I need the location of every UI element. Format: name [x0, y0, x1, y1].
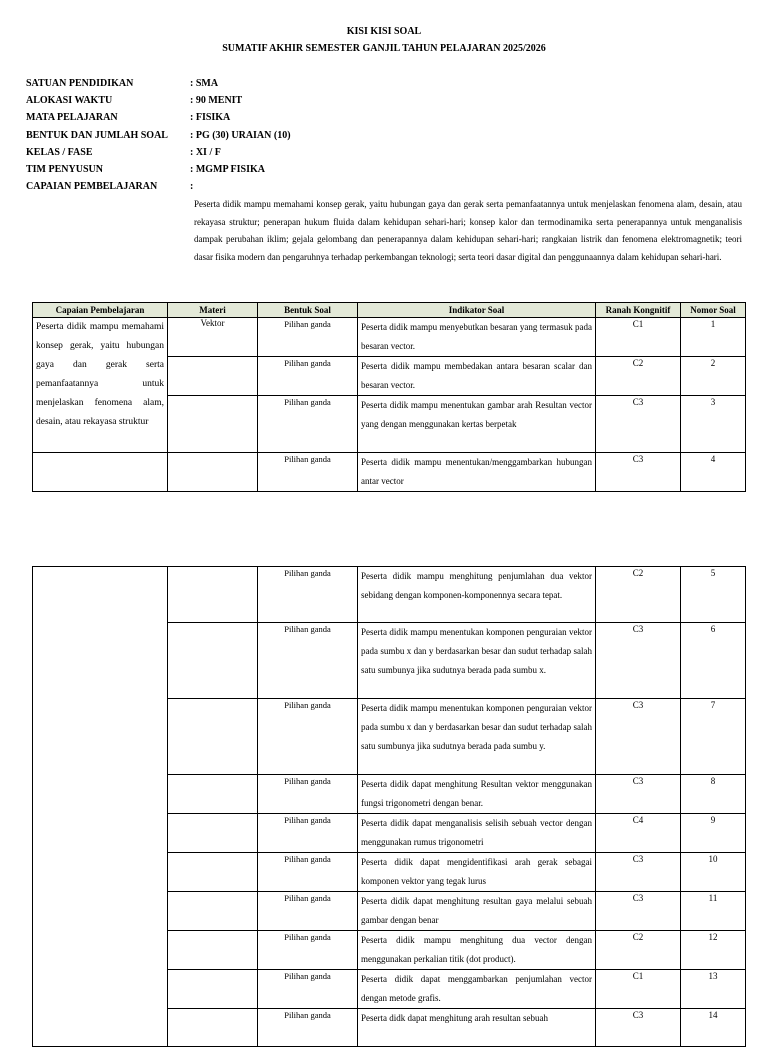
- indikator-cell: Peserta didik mampu membedakan antara besaran scalar dan besaran vector.: [358, 357, 596, 396]
- nomor-cell: 12: [681, 931, 746, 970]
- meta-row: [26, 129, 746, 146]
- nomor-cell: 13: [681, 970, 746, 1009]
- indikator-cell: Peserta didik mampu menghitung penjumlahan dua vektor sebidang dengan komponen-komponennya secara tepat.: [358, 567, 596, 623]
- meta-value: : SMA: [190, 78, 219, 89]
- meta-row: [26, 180, 746, 197]
- meta-row: [26, 77, 746, 94]
- ranah-cell: C3: [596, 1009, 681, 1047]
- table-row: [33, 453, 746, 492]
- indikator-cell: Peserta didik mampu menentukan gambar arah Resultan vector yang dengan menggunakan kertas berpetak: [358, 396, 596, 453]
- bentuk-cell: Pilihan ganda: [258, 853, 358, 892]
- bentuk-cell: Pilihan ganda: [258, 567, 358, 623]
- meta-label: TIM PENYUSUN: [26, 163, 103, 175]
- materi-cell: [168, 892, 258, 931]
- meta-row: [26, 146, 746, 163]
- nomor-cell: 5: [681, 567, 746, 623]
- ranah-cell: C4: [596, 814, 681, 853]
- header-ranah: Ranah Kongnitif: [596, 303, 681, 318]
- bentuk-cell: Pilihan ganda: [258, 931, 358, 970]
- meta-block: [26, 77, 746, 197]
- ranah-cell: C3: [596, 892, 681, 931]
- bentuk-cell: Pilihan ganda: [258, 318, 358, 357]
- meta-label: SATUAN PENDIDIKAN: [26, 78, 134, 89]
- nomor-cell: 8: [681, 775, 746, 814]
- meta-row: [26, 111, 746, 128]
- ranah-cell: C1: [596, 970, 681, 1009]
- bentuk-cell: Pilihan ganda: [258, 396, 358, 453]
- nomor-cell: 6: [681, 623, 746, 699]
- meta-label: CAPAIAN PEMBELAJARAN: [26, 181, 158, 193]
- table-row: [33, 567, 746, 623]
- materi-cell: [168, 853, 258, 892]
- meta-value: : 90 MENIT: [190, 95, 243, 107]
- bentuk-cell: Pilihan ganda: [258, 357, 358, 396]
- bentuk-cell: Pilihan ganda: [258, 814, 358, 853]
- bentuk-cell: Pilihan ganda: [258, 775, 358, 814]
- ranah-cell: C2: [596, 357, 681, 396]
- capaian-cell: [33, 453, 168, 492]
- indikator-cell: Peserta didk dapat menghitung arah resultan sebuah: [358, 1009, 596, 1047]
- nomor-cell: 1: [681, 318, 746, 357]
- indikator-cell: Peserta didik dapat menggambarkan penjumlahan vector dengan metode grafis.: [358, 970, 596, 1009]
- meta-value: :: [190, 181, 194, 193]
- ranah-cell: C2: [596, 931, 681, 970]
- indikator-cell: Peserta didik mampu menentukan/menggambarkan hubungan antar vector: [358, 453, 596, 492]
- materi-cell: [168, 1009, 258, 1047]
- indikator-cell: Peserta didik dapat mengidentifikasi arah gerak sebagai komponen vektor yang tegak lurus: [358, 853, 596, 892]
- bentuk-cell: Pilihan ganda: [258, 970, 358, 1009]
- indikator-cell: Peserta didik dapat menghitung resultan gaya melalui sebuah gambar dengan benar: [358, 892, 596, 931]
- indikator-cell: Peserta didik mampu menyebutkan besaran yang termasuk pada besaran vector.: [358, 318, 596, 357]
- kisi-table-page-1: [32, 302, 746, 492]
- meta-label: MATA PELAJARAN: [26, 112, 118, 124]
- nomor-cell: 9: [681, 814, 746, 853]
- nomor-cell: 10: [681, 853, 746, 892]
- meta-row: [26, 163, 746, 180]
- bentuk-cell: Pilihan ganda: [258, 453, 358, 492]
- capaian-cell: Peserta didik mampu memahami konsep gerak, yaitu hubungan gaya dan gerak serta pemanfaatannya untuk menjelaskan fenomena alam, desain, atau rekayasa struktur: [33, 318, 168, 453]
- header-nomor: Nomor Soal: [681, 303, 746, 318]
- nomor-cell: 4: [681, 453, 746, 492]
- materi-cell: [168, 775, 258, 814]
- capaian-cell: [33, 567, 168, 1047]
- header-indikator: Indikator Soal: [358, 303, 596, 318]
- meta-label: ALOKASI WAKTU: [26, 95, 113, 107]
- materi-cell: [168, 814, 258, 853]
- ranah-cell: C2: [596, 567, 681, 623]
- bentuk-cell: Pilihan ganda: [258, 699, 358, 775]
- materi-cell: [168, 931, 258, 970]
- indikator-cell: Peserta didik mampu menentukan komponen penguraian vektor pada sumbu x dan y berdasarkan besar dan sudut terhadap salah satu sumbunya jika sudutnya berada pada sumbu y.: [358, 699, 596, 775]
- header-materi: Materi: [168, 303, 258, 318]
- meta-label: BENTUK DAN JUMLAH SOAL: [26, 129, 168, 141]
- nomor-cell: 14: [681, 1009, 746, 1047]
- nomor-cell: 7: [681, 699, 746, 775]
- table-header-row: [33, 303, 746, 318]
- materi-cell: [168, 453, 258, 492]
- doc-title: KISI KISI SOAL: [346, 26, 422, 37]
- bentuk-cell: Pilihan ganda: [258, 1009, 358, 1047]
- nomor-cell: 2: [681, 357, 746, 396]
- ranah-cell: C1: [596, 318, 681, 357]
- nomor-cell: 11: [681, 892, 746, 931]
- ranah-cell: C3: [596, 453, 681, 492]
- table-row: [33, 318, 746, 357]
- bentuk-cell: Pilihan ganda: [258, 623, 358, 699]
- meta-value: : XI / F: [190, 146, 221, 158]
- ranah-cell: C3: [596, 396, 681, 453]
- materi-cell: Vektor: [168, 318, 258, 357]
- kisi-table-page-2: [32, 566, 746, 1047]
- doc-subtitle: SUMATIF AKHIR SEMESTER GANJIL TAHUN PELAJARAN 2025/2026: [222, 43, 546, 54]
- meta-label: KELAS / FASE: [26, 146, 93, 158]
- ranah-cell: C3: [596, 853, 681, 892]
- bentuk-cell: Pilihan ganda: [258, 892, 358, 931]
- materi-cell: [168, 699, 258, 775]
- materi-cell: [168, 396, 258, 453]
- meta-value: : PG (30) URAIAN (10): [190, 129, 291, 141]
- indikator-cell: Peserta didik mampu menentukan komponen penguraian vektor pada sumbu x dan y berdasarkan besar dan sudut terhadap salah satu sumbunya jika sudutnya berada pada sumbu x.: [358, 623, 596, 699]
- materi-cell: [168, 970, 258, 1009]
- ranah-cell: C3: [596, 699, 681, 775]
- indikator-cell: Peserta didik dapat menghitung Resultan vektor menggunakan fungsi trigonometri dengan benar.: [358, 775, 596, 814]
- meta-row: [26, 94, 746, 111]
- indikator-cell: Peserta didik dapat menganalisis selisih sebuah vector dengan menggunakan rumus trigonometri: [358, 814, 596, 853]
- capaian-paragraph: Peserta didik mampu memahami konsep gerak, yaitu hubungan gaya dan gerak serta pemanfaatannya untuk menjelaskan fenomena alam, desain, atau rekayasa struktur; penerapan hukum fluida dalam kehidupan sehari-hari; konsep kalor dan termodinamika serta penerapannya untuk menganalisis dampak perubahan iklim; gejala gelombang dan penerapannya dalam kehidupan sehari-hari; rangkaian listrik dan fenomena elektromagnetik; teori dasar fisika modern dan pengaruhnya terhadap perkembangan teknologi; serta teori dasar digital dan penggunaannya dalam kehidupan sehari-hari.: [194, 199, 742, 262]
- materi-cell: [168, 623, 258, 699]
- materi-cell: [168, 567, 258, 623]
- ranah-cell: C3: [596, 623, 681, 699]
- indikator-cell: Peserta didik mampu menghitung dua vector dengan menggunakan perkalian titik (dot product).: [358, 931, 596, 970]
- header-capaian: Capaian Pembelajaran: [33, 303, 168, 318]
- header-bentuk: Bentuk Soal: [258, 303, 358, 318]
- meta-value: : FISIKA: [190, 112, 231, 124]
- nomor-cell: 3: [681, 396, 746, 453]
- ranah-cell: C3: [596, 775, 681, 814]
- meta-value: : MGMP FISIKA: [190, 163, 265, 175]
- materi-cell: [168, 357, 258, 396]
